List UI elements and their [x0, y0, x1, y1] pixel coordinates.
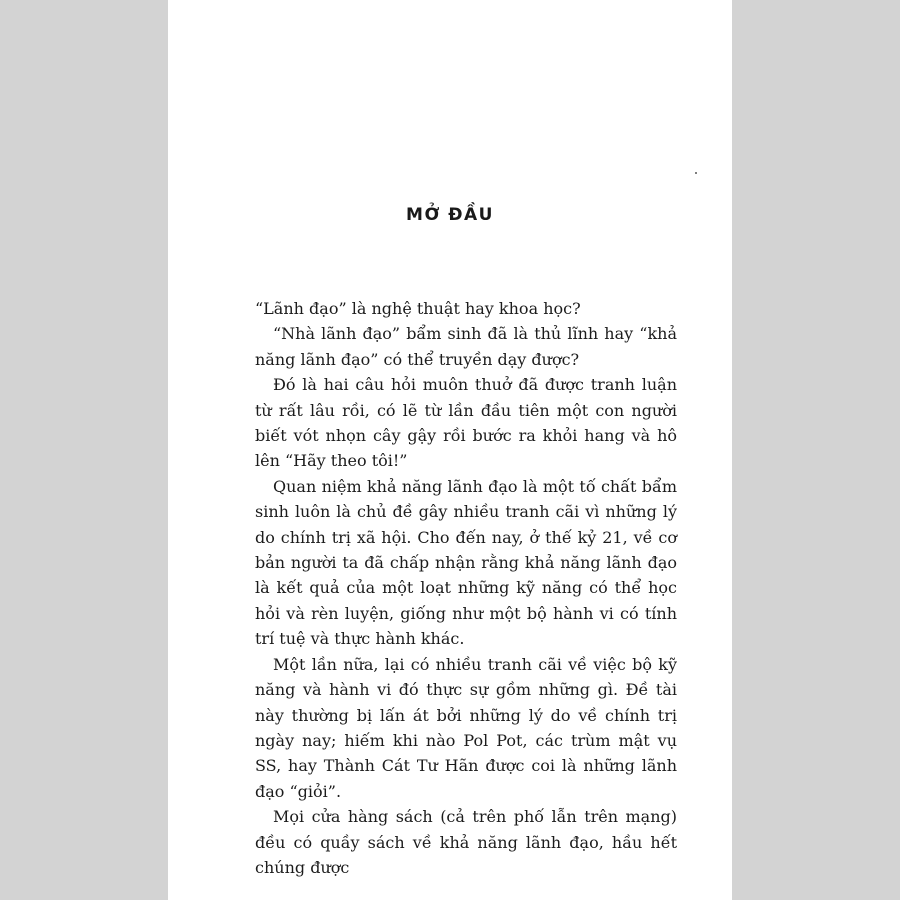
paragraph-6: Mọi cửa hàng sách (cả trên phố lẫn trên mạng) đều có quầy sách về khả năng lãnh đạo, hầu hết chúng được: [255, 807, 677, 877]
body-text: [255, 296, 677, 880]
book-page: [168, 0, 732, 900]
chapter-heading: MỞ ĐẦU: [406, 205, 494, 225]
paragraph-3: Đó là hai câu hỏi muôn thuở đã được tranh luận từ rất lâu rồi, có lẽ từ lần đầu tiên một con người biết vót nhọn cây gậy rồi bước ra khỏi hang và hô lên “Hãy theo tôi!”: [255, 375, 677, 471]
print-speck: [695, 172, 697, 174]
paragraph-4: Quan niệm khả năng lãnh đạo là một tố chất bẩm sinh luôn là chủ đề gây nhiều tranh cãi vì những lý do chính trị xã hội. Cho đến nay, ở thế kỷ 21, về cơ bản người ta đã chấp nhận rằng khả năng lãnh đạo là kết quả của một loạt những kỹ năng có thể học hỏi và rèn luyện, giống như một bộ hành vi có tính trí tuệ và thực hành khác.: [255, 476, 677, 649]
paragraph-2: “Nhà lãnh đạo” bẩm sinh đã là thủ lĩnh hay “khả năng lãnh đạo” có thể truyền dạy được?: [255, 324, 677, 369]
paragraph-5: Một lần nữa, lại có nhiều tranh cãi về việc bộ kỹ năng và hành vi đó thực sự gồm những gì. Đề tài này thường bị lấn át bởi những lý do về chính trị ngày nay; hiếm khi nào Pol Pot, các trùm mật vụ SS, hay Thành Cát Tư Hãn được coi là những lãnh đạo “giỏi”.: [255, 654, 677, 801]
paragraph-1: “Lãnh đạo” là nghệ thuật hay khoa học?: [255, 299, 581, 318]
